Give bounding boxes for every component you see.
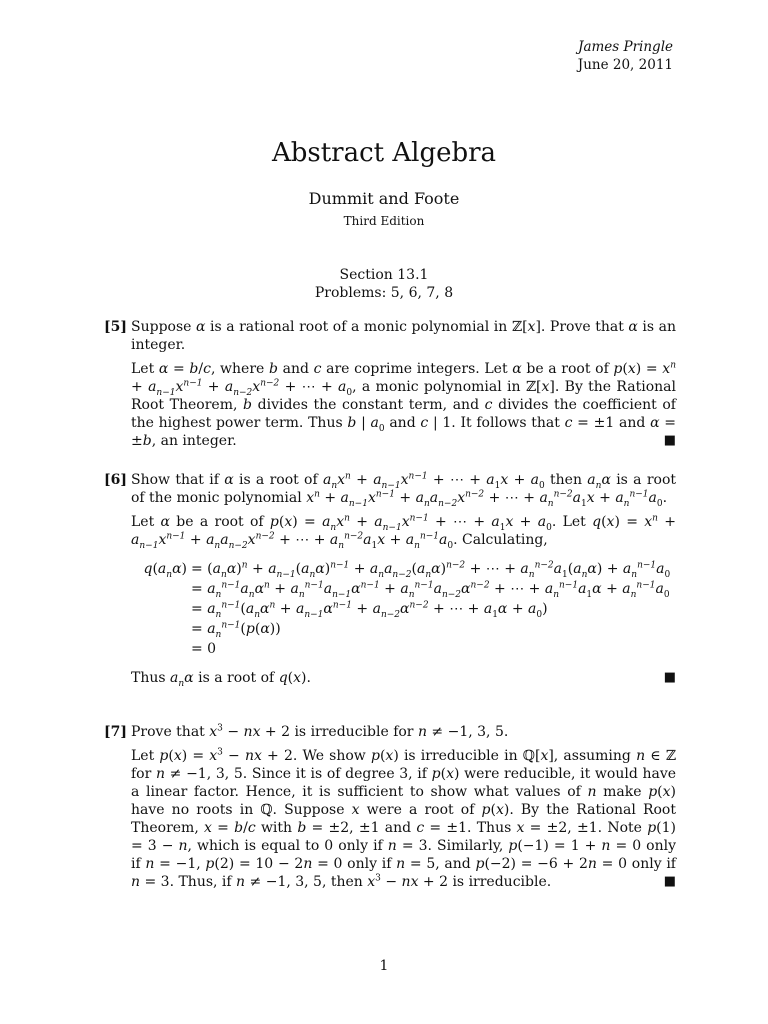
problem-proof: Let α be a root of $p(x) = a_nx^n + a_{n-1}x^{n-1}$ + ⋯ + $a_1x + a_0$. Let $q(x) = x^n + a_{n-1}x^{n-1} + a_na_{n-2}x^{n-2}$ + ⋯ + $a_n^{n-2}a_1x + a_n^{n-1}a_0$. Calculating, bbox=[131, 513, 676, 551]
qed-square-icon: ■ bbox=[663, 874, 676, 889]
problem-statement: Prove that $x^3$ − nx + 2 is irreducible for n ≠ −1, 3, 5. bbox=[131, 723, 509, 740]
author-block bbox=[578, 38, 673, 74]
qed-square-icon: ■ bbox=[663, 670, 676, 685]
document-date: June 20, 2011 bbox=[577, 57, 673, 73]
problem-conclusion: Thus $a_n\alpha$ is a root of q(x). ■ bbox=[131, 670, 676, 689]
book-edition: Third Edition bbox=[343, 214, 425, 228]
equation-block: $q(a_n\alpha)$ = $(a_n\alpha)^n + a_{n-1}(a_n\alpha)^{n-1} + a_na_{n-2}(a_n\alpha)^{n-2}$ + ⋯ + $a_n^{n-2}a_1(a_n\alpha) + a_n^{n-1}a_0$ = $a_n^{n-1}a_n\alpha^n + a_n^{n-1}a_{n-1}\alpha^{n-1} + a_n^{n-1}a_{n-2}\alpha^{n-2}$ + ⋯ + $a_n^{n-1}a_1\alpha + a_n^{n-1}a_0$ = $a_n^{n-1}(a_n\alpha^n + a_{n-1}\alpha^{n-1} + a_{n-2}\alpha^{n-2}$ + ⋯ + $a_1\alpha + a_0$) = $a_n^{n-1}(p(\alpha))$ = 0 bbox=[143, 560, 671, 657]
book-name: Dummit and Foote bbox=[308, 189, 460, 208]
problem-statement: Show that if α is a root of $a_nx^n + a_{n-1}x^{n-1}$ + ⋯ + $a_1x + a_0$ then $a_n\alpha$ is a root of the monic polynomial $x^n + a_{n-1}x^{n-1} + a_na_{n-2}x^{n-2}$ + ⋯ + $a_n^{n-2}a_1x + a_n^{n-1}a_0$. bbox=[131, 471, 676, 509]
problem-proof: Let $p(x) = x^3$ − nx + 2. We show p(x) is irreducible in ℚ[x], assuming n ∈ ℤ for n ≠ −1, 3, 5. Since it is of degree 3, if p(x) were reducible, it would have a linear factor. Hence, it is sufficient to show what values of n make p(x) have no roots in ℚ. Suppose x were a root of p(x). By the Rational Root Theorem, x = b/c with b = ±2, ±1 and c = ±1. Thus x = ±2, ±1. Note p(1) = 3 − n, which is equal to 0 only if n = 3. Similarly, p(−1) = 1 + n = 0 only if n = −1, p(2) = 10 − 2n = 0 only if n = 5, and p(−2) = −6 + 2n = 0 only if n = 3. Thus, if n ≠ −1, 3, 5, then $x^3$ − nx + 2 is irreducible. ■ bbox=[131, 747, 677, 890]
problem-7 bbox=[104, 723, 676, 891]
problem-list: Problems: 5, 6, 7, 8 bbox=[314, 285, 454, 301]
problem-6 bbox=[104, 471, 676, 687]
problem-label: [7] bbox=[104, 724, 127, 740]
section-label: Section 13.1 bbox=[339, 267, 429, 283]
qed-square-icon: ■ bbox=[663, 433, 676, 448]
problem-statement: Suppose α is a rational root of a monic polynomial in ℤ[x]. Prove that α is an integer. bbox=[131, 319, 676, 353]
page-number: 1 bbox=[379, 958, 389, 974]
problem-label: [6] bbox=[104, 472, 127, 488]
document-title: Abstract Algebra bbox=[271, 138, 497, 168]
problem-label: [5] bbox=[104, 319, 127, 335]
section-heading bbox=[0, 266, 768, 302]
problem-5 bbox=[104, 318, 676, 450]
problem-proof: Let α = b/c, where b and c are coprime integers. Let α be a root of $p(x) = x^n + a_{n-1}x^{n-1} + a_{n-2}x^{n-2}$ + ⋯ + $a_0$, a monic polynomial in ℤ[x]. By the Rational Root Theorem, b divides the constant term, and c divides the coefficient of the highest power term. Thus b | $a_0$ and c | 1. It follows that c = ±1 and α = ±b, an integer. ■ bbox=[131, 360, 676, 449]
author-name: James Pringle bbox=[578, 39, 673, 55]
